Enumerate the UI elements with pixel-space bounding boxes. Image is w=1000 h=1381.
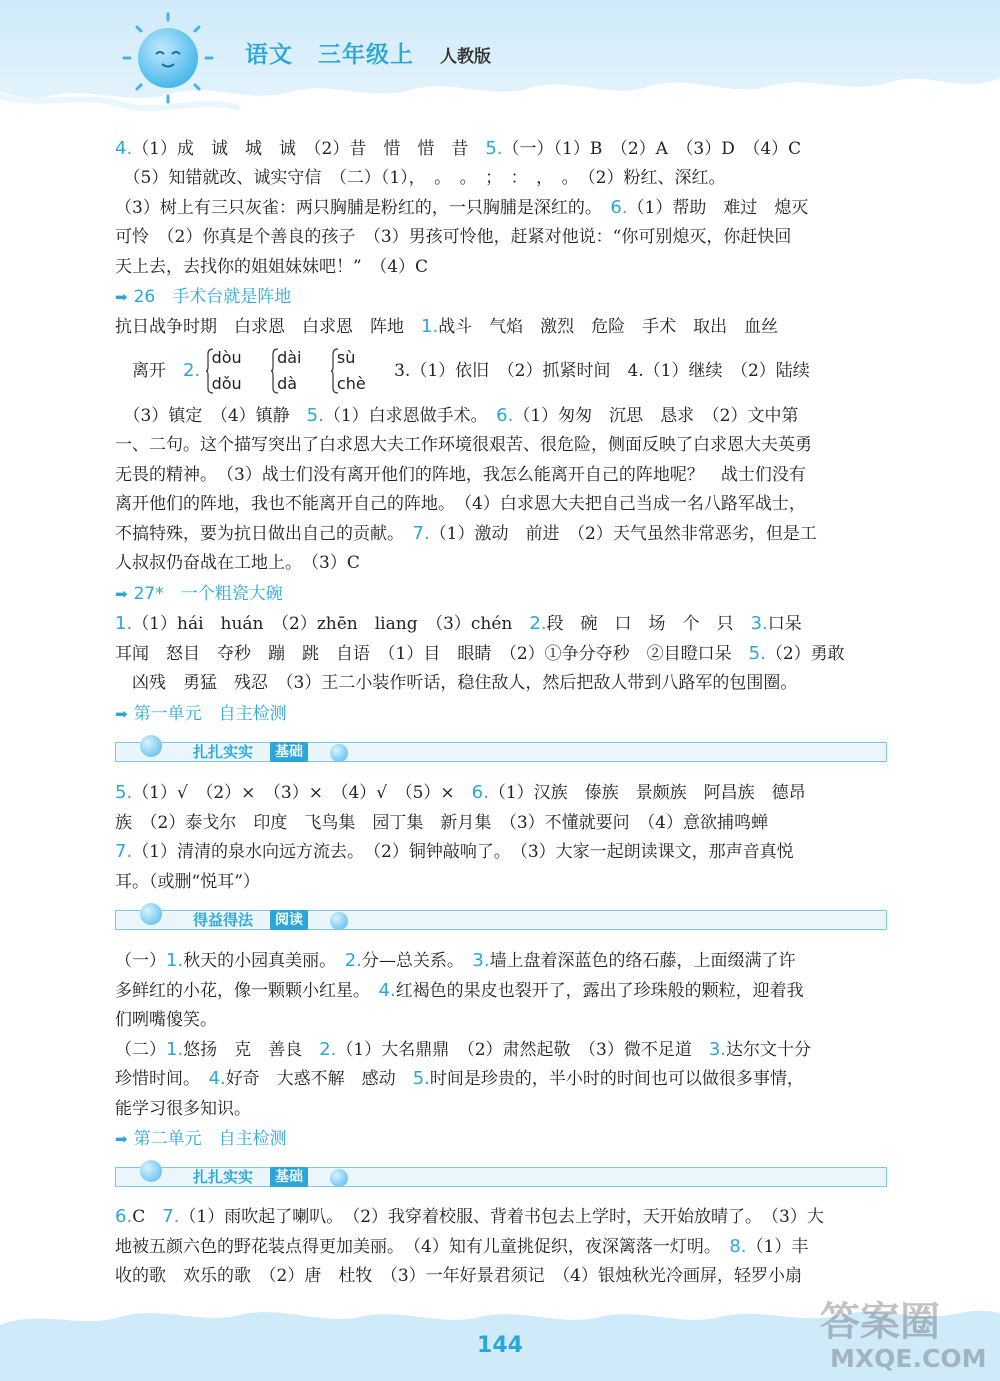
question-number: 7. [412,523,430,544]
question-number: 6. [115,1206,133,1227]
text-line: （一）1.秋天的小园真美丽。 2.分—总关系。 3.墙上盘着深蓝色的络石藤，上面缀满了许 [115,950,796,971]
text-line: （3）树上有三只灰雀：两只胸脯是粉红的，一只胸脯是深红的。 6.（1）帮助 难过 熄灭 [115,197,809,218]
text-line: （二）1.悠扬 克 善良 2.（1）大名鼎鼎 （2）肃然起敬 （3）微不足道 3.达尔文十分 [115,1039,812,1060]
section-heading: ➡ 27* 一个粗瓷大碗 [115,584,283,604]
question-number: 3. [472,950,490,971]
section-heading: ➡ 第一单元 自主检测 [115,704,287,724]
section-heading: ➡ 第二单元 自主检测 [115,1129,287,1149]
question-number: 6. [610,197,628,218]
text-line: （5）知错就改、诚实守信 （二）（1）， 。 。 ； ： ， 。 （2）粉红、深红。 [115,168,726,188]
subject-title: 语文 [245,42,293,68]
question-number: 2. [529,613,547,634]
page-number: 144 [477,1333,523,1358]
question-number: 5. [115,782,133,803]
pinyin-brace-group: dòu dǒu [212,345,242,397]
text-line: 族 （2）泰戈尔 印度 飞鸟集 园丁集 新月集 （3）不懂就要问 （4）意欲捕鸣蝉 [115,813,768,833]
header-background [0,0,1000,130]
question-number: 4. [378,980,396,1001]
edition-label: 人教版 [440,47,491,67]
brace-icon [271,348,279,394]
text-line: 6.C 7.（1）雨吹起了喇叭。 （2）我穿着校服、背着书包去上学时，天开始放晴了。 （3）大 [115,1206,824,1227]
text-line: 离开他们的阵地，我也不能离开自己的阵地。 （4）白求恩大夫把自己当成一名八路军战士， [115,494,806,514]
brace-icon [206,348,214,394]
watermark-url: MXQE.COM [830,1344,987,1373]
text-line: 能学习很多知识。 [115,1099,251,1119]
arrow-right-icon: ➡ [115,288,128,306]
question-number: 1. [166,950,184,971]
question-number: 5. [412,1068,430,1089]
question-number: 3. [750,613,768,634]
section-tag: 扎扎实实 基础 [115,1163,887,1189]
pinyin-brace-group: dài dà [277,345,301,397]
brace-icon [331,348,339,394]
text-line: 不搞特殊，要为抗日做出自己的贡献。 7.（1）激动 前进 （2）天气虽然非常恶劣，但是工 [115,523,817,544]
text-line: 抗日战争时期 白求恩 白求恩 阵地 1.战斗 气焰 激烈 危险 手术 取出 血丝 [115,316,779,337]
text-line: 们咧嘴傻笑。 [115,1010,217,1030]
section-tag: 得益得法 阅读 [115,906,887,932]
text-line: 凶残 勇猛 残忍 （3）王二小装作听话，稳住敌人，然后把敌人带到八路军的包围圈。 [115,673,798,693]
text-line: 人叔叔仍奋战在工地上。 （3）C [115,553,360,573]
text-line: 收的歌 欢乐的歌 （2）唐 杜牧 （3）一年好景君须记 （4）银烛秋光冷画屏，轻罗小扇 [115,1266,802,1286]
question-number: 1. [421,316,439,337]
text-line: 4.（1）成 诚 城 诚 （2）昔 惜 惜 昔 5.（一）（1）B （2）A （3）D （4）C [115,138,802,159]
pinyin-line: 离开 2. dòu dǒu dài dà sù chè 3.（1）依旧 （2）抓紧时间 4.（1）继续 （2）陆续 [115,345,810,401]
question-number: 5. [748,643,766,664]
question-number: 4. [115,138,133,159]
watermark-logo: 答案圈 [820,1299,940,1345]
pinyin-brace-group: sù chè [337,345,366,397]
text-line: 珍惜时间。 4.好奇 大惑不解 感动 5.时间是珍贵的，半小时的时间也可以做很多事情， [115,1068,804,1089]
question-number: 6. [496,405,514,426]
grade-title: 三年级上 [318,42,414,68]
text-line: 天上去，去找你的姐姐妹妹吧！” （4）C [115,257,429,277]
section-heading: ➡ 26 手术台就是阵地 [115,287,292,307]
question-number: 2. [344,950,362,971]
question-number: 2. [319,1039,337,1060]
question-number: 7. [115,841,133,862]
arrow-right-icon: ➡ [115,585,128,603]
question-number: 6. [471,782,489,803]
arrow-right-icon: ➡ [115,705,128,723]
text-line: 7.（1）清清的泉水向远方流去。 （2）铜钟敲响了。 （3）大家一起朗读课文，那声音真悦 [115,841,794,862]
question-number: 5. [485,138,503,159]
question-number: 8. [729,1236,747,1257]
text-line: 可怜 （2）你真是个善良的孩子 （3）男孩可怜他，赶紧对他说：“你可别熄灭，你赶快回 [115,227,792,247]
question-number: 3. [708,1039,727,1060]
question-number: 5. [306,405,324,426]
text-line: 地被五颜六色的野花装点得更加美丽。 （4）知有儿童挑促织，夜深篱落一灯明。 8.（1）丰 [115,1236,809,1257]
text-line: （3）镇定 （4）镇静 5.（1）白求恩做手术。 6.（1）匆匆 沉思 恳求 （2）文中第 [115,405,799,426]
question-number: 7. [162,1206,180,1227]
question-number: 1. [166,1039,184,1060]
section-tag: 扎扎实实 基础 [115,738,887,764]
arrow-right-icon: ➡ [115,1130,128,1148]
text-line: 无畏的精神。 （3）战士们没有离开他们的阵地，我怎么能离开自己的阵地呢？ 战士们没有 [115,465,806,485]
text-line: 多鲜红的小花，像一颗颗小红星。 4.红褐色的果皮也裂开了，露出了珍珠般的颗粒，迎着我 [115,980,804,1001]
question-number: 1. [115,613,133,634]
text-line: 5.（1）√ （2）× （3）× （4）√ （5）× 6.（1）汉族 傣族 景颇族 阿昌族 德昂 [115,782,806,803]
question-number: 4. [208,1068,226,1089]
page-header [0,0,1000,130]
text-line: 耳闻 怒目 夺秒 蹦 跳 自语 （1）目 眼睛 （2）①争分夺秒 ②目瞪口呆 5.（2）勇敢 [115,643,845,664]
text-line: 1.（1）hái huán （2）zhēn liang （3）chén 2.段 碗 口 场 个 只 3.口呆 [115,613,802,634]
text-line: 一、二句。这个描写突出了白求恩大夫工作环境很艰苦、很危险，侧面反映了白求恩大夫英勇 [115,435,812,455]
text-line: 耳。（或删“悦耳”） [115,872,260,892]
